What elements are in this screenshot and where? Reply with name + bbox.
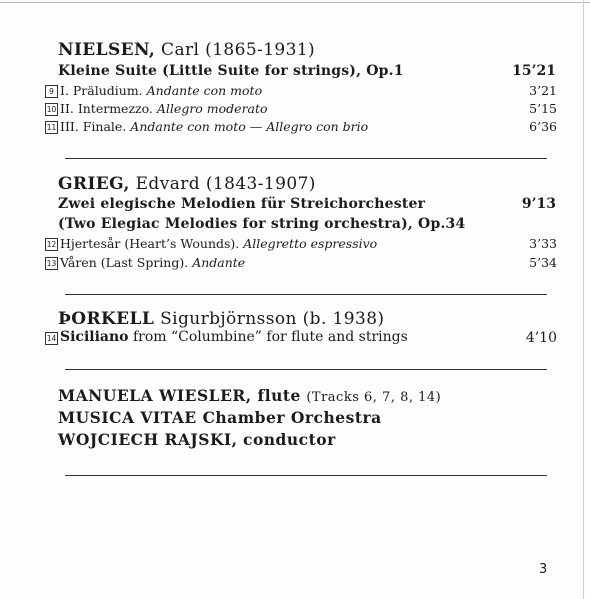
- credit-soloist-name: MANUELA WIESLER, flute: [58, 386, 301, 405]
- track-number-badge: 14: [46, 334, 57, 343]
- track-name: Hjertesår (Heart’s Wounds).: [60, 236, 240, 251]
- composer-dates: (b. 1938): [302, 309, 385, 329]
- credit-soloist-tracks: (Tracks 6, 7, 8, 14): [306, 390, 442, 405]
- composer-surname: ÞORKELL: [58, 309, 155, 329]
- work-title: Kleine Suite (Little Suite for strings), Op.1: [58, 63, 404, 79]
- section-divider: [65, 369, 547, 370]
- section-divider: [65, 158, 547, 159]
- track-duration: 6’36: [529, 119, 557, 134]
- track-duration: 5’34: [529, 255, 557, 270]
- track-title: [60, 101, 268, 116]
- composer-surname: GRIEG,: [58, 174, 130, 194]
- composer-dates: (1865-1931): [205, 40, 316, 60]
- composer-heading-nielsen: [58, 40, 315, 60]
- track-duration: 4’10: [525, 330, 557, 346]
- track-number-badge: 11: [46, 123, 57, 132]
- work-title-translation: (Two Elegiac Melodies for string orchestra), Op.34: [58, 216, 466, 232]
- composer-heading-grieg: [58, 174, 316, 194]
- track-name: III. Finale.: [60, 119, 127, 134]
- track-subtitle: from “Columbine” for flute and strings: [132, 329, 408, 345]
- track-number-badge: 10: [46, 105, 57, 114]
- composer-surname: NIELSEN,: [58, 40, 156, 60]
- right-border: [583, 0, 584, 599]
- track-number-badge: 13: [46, 259, 57, 268]
- track-name: I. Präludium.: [60, 83, 143, 98]
- track-tempo: Andante: [192, 255, 246, 270]
- track-duration: 5’15: [529, 101, 557, 116]
- credit-conductor: [58, 430, 336, 449]
- credit-conductor-role: conductor: [243, 430, 336, 449]
- credit-conductor-name: WOJCIECH RAJSKI,: [58, 430, 238, 449]
- track-title: [60, 255, 245, 270]
- top-border: [0, 2, 590, 3]
- work-total-duration: 9’13: [521, 196, 556, 212]
- track-tempo: Allegro moderato: [156, 101, 268, 116]
- track-title: [60, 119, 368, 134]
- track-title: [60, 329, 408, 345]
- track-tempo: Allegretto espressivo: [243, 236, 378, 251]
- composer-firstname: Edvard: [135, 174, 201, 194]
- credit-soloist: [58, 386, 441, 405]
- section-divider: [65, 294, 547, 295]
- track-number-badge: 9: [45, 85, 58, 98]
- work-title: Zwei elegische Melodien für Streichorchester: [58, 196, 426, 212]
- track-name: Siciliano: [60, 329, 129, 345]
- track-tempo: Andante con moto: [146, 83, 263, 98]
- composer-dates: (1843-1907): [205, 174, 316, 194]
- track-name: Våren (Last Spring).: [60, 255, 189, 270]
- track-tempo: Andante con moto — Allegro con brio: [130, 119, 369, 134]
- section-divider: [65, 475, 547, 476]
- page-number: 3: [539, 562, 548, 577]
- work-total-duration: 15’21: [512, 63, 556, 79]
- composer-firstname: Sigurbjörnsson: [160, 309, 297, 329]
- credit-orchestra: MUSICA VITAE Chamber Orchestra: [58, 408, 382, 427]
- composer-heading-sigurbjornsson: [58, 309, 384, 329]
- track-title: [60, 236, 377, 251]
- composer-firstname: Carl: [161, 40, 200, 60]
- track-title: [60, 83, 262, 98]
- track-name: II. Intermezzo.: [60, 101, 153, 116]
- track-duration: 3’33: [529, 236, 557, 251]
- track-number-badge: 12: [46, 240, 57, 249]
- track-duration: 3’21: [529, 83, 557, 98]
